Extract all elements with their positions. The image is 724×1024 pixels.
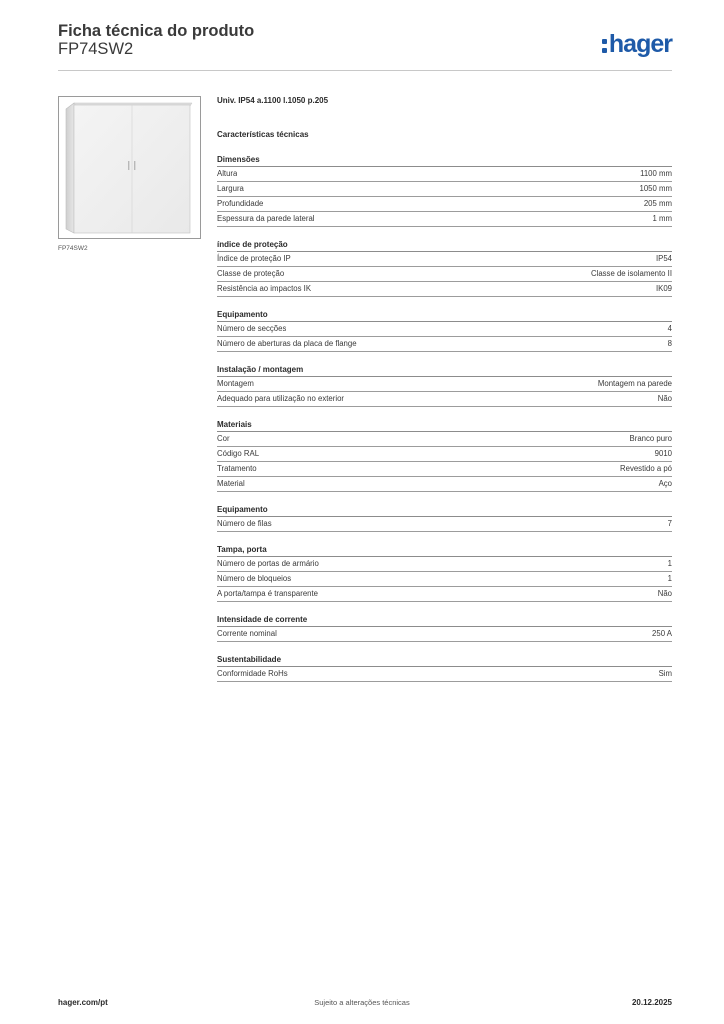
spec-row <box>217 167 672 182</box>
spec-value: Montagem na parede <box>597 379 672 388</box>
spec-label: Número de aberturas da placa de flange <box>217 339 357 348</box>
spec-row <box>217 182 672 197</box>
spec-label: Tratamento <box>217 464 257 473</box>
page-header <box>58 20 672 71</box>
spec-value: 205 mm <box>643 199 672 208</box>
spec-row <box>217 557 672 572</box>
spec-value: IP54 <box>655 254 672 263</box>
spec-value: 250 A <box>652 629 672 638</box>
spec-row <box>217 392 672 407</box>
spec-value: 1 <box>667 574 672 583</box>
spec-value: 8 <box>667 339 672 348</box>
spec-value: 1100 mm <box>640 169 672 178</box>
spec-group <box>217 653 672 682</box>
spec-row <box>217 587 672 602</box>
spec-label: Classe de proteção <box>217 269 285 278</box>
spec-value: Revestido a pó <box>619 464 672 473</box>
spec-row <box>217 627 672 642</box>
spec-group-title: índice de proteção <box>217 238 672 252</box>
spec-row <box>217 667 672 682</box>
spec-group <box>217 308 672 352</box>
spec-row <box>217 267 672 282</box>
spec-value: Não <box>657 589 672 598</box>
spec-label: A porta/tampa é transparente <box>217 589 318 598</box>
product-image <box>58 96 201 239</box>
section-heading: Características técnicas <box>217 130 309 139</box>
spec-group <box>217 363 672 407</box>
spec-row <box>217 377 672 392</box>
spec-group-title: Sustentabilidade <box>217 653 672 667</box>
spec-label: Corrente nominal <box>217 629 277 638</box>
spec-row <box>217 572 672 587</box>
spec-value: Classe de isolamento II <box>590 269 672 278</box>
spec-value: Não <box>657 394 672 403</box>
spec-group-title: Equipamento <box>217 503 672 517</box>
spec-label: Material <box>217 479 245 488</box>
spec-row <box>217 212 672 227</box>
logo-dots-icon <box>602 39 607 53</box>
spec-label: Adequado para utilização no exterior <box>217 394 345 403</box>
spec-row <box>217 197 672 212</box>
spec-row <box>217 337 672 352</box>
spec-group-title: Dimensões <box>217 153 672 167</box>
spec-label: Cor <box>217 434 230 443</box>
cabinet-image <box>64 101 194 235</box>
spec-row <box>217 282 672 297</box>
spec-group <box>217 238 672 297</box>
hager-logo[interactable] <box>602 29 672 59</box>
product-code: FP74SW2 <box>58 40 134 58</box>
spec-value: 1 <box>667 559 672 568</box>
spec-group-title: Materiais <box>217 418 672 432</box>
spec-label: Espessura da parede lateral <box>217 214 315 223</box>
spec-label: Resistência ao impactos IK <box>217 284 312 293</box>
spec-label: Número de portas de armário <box>217 559 319 568</box>
spec-row <box>217 432 672 447</box>
spec-groups <box>217 153 672 693</box>
spec-label: Código RAL <box>217 449 260 458</box>
spec-group <box>217 153 672 227</box>
spec-row <box>217 252 672 267</box>
footer-notice: Sujeito a alterações técnicas <box>314 998 410 1007</box>
spec-row <box>217 517 672 532</box>
spec-value: 9010 <box>654 449 672 458</box>
spec-label: Largura <box>217 184 244 193</box>
spec-group <box>217 503 672 532</box>
spec-label: Conformidade RoHs <box>217 669 288 678</box>
image-caption: FP74SW2 <box>58 245 88 252</box>
spec-value: 1050 mm <box>639 184 672 193</box>
product-title: Univ. IP54 a.1100 l.1050 p.205 <box>217 96 329 105</box>
spec-label: Altura <box>217 169 238 178</box>
spec-row <box>217 322 672 337</box>
spec-value: 4 <box>667 324 672 333</box>
spec-group-title: Intensidade de corrente <box>217 613 672 627</box>
spec-group-title: Instalação / montagem <box>217 363 672 377</box>
logo-text: hager <box>608 29 672 58</box>
footer-date: 20.12.2025 <box>631 998 672 1007</box>
spec-value: 1 mm <box>652 214 672 223</box>
spec-label: Profundidade <box>217 199 264 208</box>
spec-value: IK09 <box>655 284 672 293</box>
spec-value: Branco puro <box>629 434 672 443</box>
spec-label: Número de secções <box>217 324 287 333</box>
spec-group-title: Equipamento <box>217 308 672 322</box>
spec-row <box>217 447 672 462</box>
spec-label: Montagem <box>217 379 254 388</box>
spec-value: Aço <box>658 479 672 488</box>
spec-label: Índice de proteção IP <box>217 254 291 263</box>
spec-row <box>217 477 672 492</box>
spec-row <box>217 462 672 477</box>
spec-label: Número de bloqueios <box>217 574 292 583</box>
spec-group <box>217 418 672 492</box>
spec-value: Sim <box>658 669 672 678</box>
spec-group <box>217 613 672 642</box>
page-title: Ficha técnica do produto <box>58 22 255 40</box>
spec-group <box>217 543 672 602</box>
spec-label: Número de filas <box>217 519 272 528</box>
spec-group-title: Tampa, porta <box>217 543 672 557</box>
footer-website-link[interactable]: hager.com/pt <box>58 998 108 1007</box>
spec-value: 7 <box>667 519 672 528</box>
